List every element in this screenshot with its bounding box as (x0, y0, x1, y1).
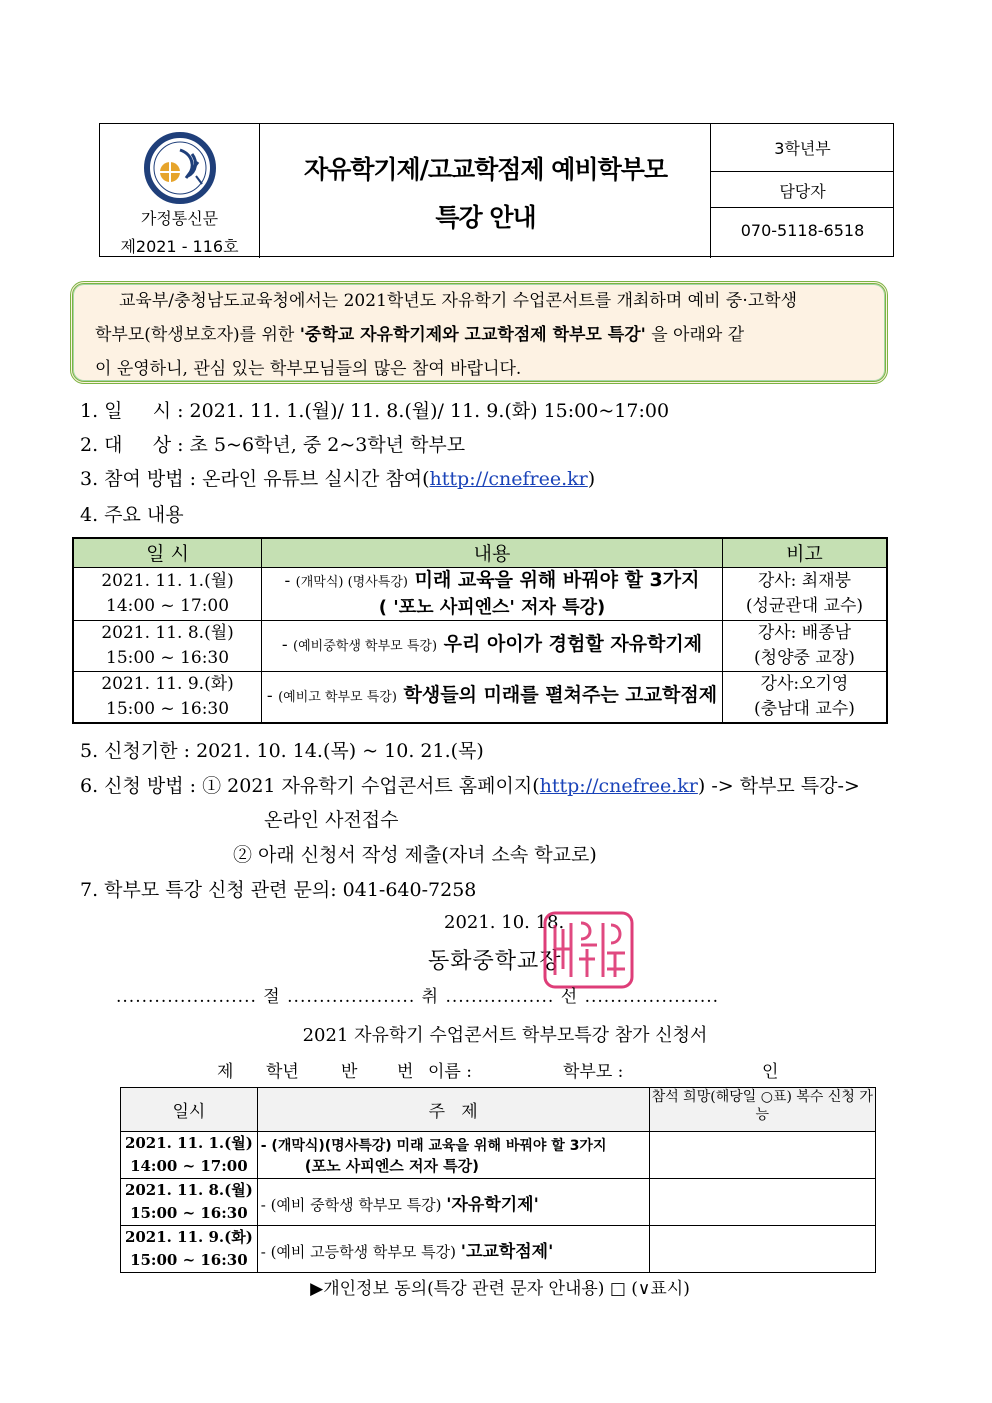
dots: ................. (445, 987, 555, 1007)
table-header-row (121, 1088, 876, 1132)
row-date (73, 671, 262, 723)
item-apply-online: 온라인 사전접수 (264, 809, 399, 831)
attend-checkbox-cell[interactable] (649, 1179, 875, 1226)
table-row (121, 1132, 876, 1179)
lecturer: 강사: 배종남 (757, 622, 852, 643)
consent-checkbox[interactable]: ▶개인정보 동의(특강 관련 문자 안내용) □ (∨표시) (310, 1279, 690, 1299)
time-text: 15:00 ~ 16:30 (130, 1204, 248, 1222)
time-text: 15:00 ~ 16:30 (130, 1251, 248, 1269)
time-text: 15:00 ~ 16:30 (106, 647, 230, 668)
lecturer-affiliation: (성균관대 교수) (745, 595, 864, 616)
field-grade: 학년 (266, 1062, 299, 1082)
dash: - (266, 686, 279, 706)
form-fields (0, 1057, 992, 1081)
date-text: 2021. 11. 1.(월) (124, 1134, 253, 1152)
table-row (73, 671, 887, 723)
schedule-table (72, 537, 888, 724)
topic-sub: (포노 사피엔스 저자 특강) (304, 1156, 480, 1175)
row-date (121, 1226, 258, 1273)
topic-text: - (예비 고등학생 학부모 특강) (260, 1242, 461, 1261)
table-row (73, 620, 887, 671)
col-content: 내용 (262, 538, 723, 567)
row-content (262, 567, 723, 620)
item-schedule: 1. 일 시 : 2021. 11. 1.(월)/ 11. 8.(월)/ 11. 9.(화) 15:00~17:00 (80, 400, 670, 422)
divider (711, 171, 894, 172)
cnefree-link[interactable]: http://cnefree.kr (539, 775, 698, 797)
col-topic: 주 제 (257, 1088, 649, 1132)
content-line (262, 568, 722, 595)
field-class: 반 (341, 1062, 358, 1082)
row-note (722, 671, 887, 723)
content-sub: ( '포노 사피엔스' 저자 특강) (378, 596, 606, 618)
principal-seal (541, 909, 636, 991)
page-title-line1: 자유학기제/고교학점제 예비학부모 (303, 155, 668, 184)
intro-highlight: '중학교 자유학기제와 고교학점제 학부모 특강' (299, 325, 646, 345)
intro-line-2 (95, 318, 875, 352)
lecturer-affiliation: (청양중 교장) (754, 647, 855, 668)
lecturer-affiliation: (충남대 교수) (754, 698, 855, 719)
dots: ...................... (116, 987, 257, 1007)
topic-highlight: '고교학점제' (460, 1241, 554, 1262)
item-apply-method (80, 771, 860, 798)
date-text: 2021. 11. 9.(화) (124, 1228, 253, 1246)
lecturer: 강사: 최재붕 (757, 570, 852, 591)
item-content-heading: 4. 주요 내용 (80, 504, 184, 526)
topic-text: - (개막식)(명사특강) 미래 교육을 위해 바꿔야 할 3가지 (260, 1137, 607, 1154)
row-date (121, 1132, 258, 1179)
intro-text: 교육부/충청남도교육청에서는 2021학년도 자유학기 수업콘서트를 개최하며 예비 중·고학생 (119, 291, 798, 311)
form-title: 2021 자유학기 수업콘서트 학부모특강 참가 신청서 (302, 1025, 708, 1046)
issue-number: 제2021 - 116호 (120, 237, 239, 256)
field-number: 번 (397, 1062, 414, 1082)
row-date (73, 620, 262, 671)
dept-label: 3학년부 (774, 139, 831, 158)
item-apply-paper: ② 아래 신청서 작성 제출(자녀 소속 학교로) (233, 844, 597, 866)
date-text: 2021. 11. 8.(월) (124, 1181, 253, 1199)
page-title-line2: 특강 안내 (435, 203, 536, 232)
content-title: 우리 아이가 경험할 자유학기제 (437, 633, 703, 655)
field-seal: 인 (762, 1062, 779, 1082)
principal-name: 동화중학교장 (428, 949, 562, 974)
intro-text: 이 운영하니, 관심 있는 학부모님들의 많은 참여 바랍니다. (95, 359, 522, 379)
row-date (73, 567, 262, 620)
content-tag: (개막식) (명사특강) (295, 574, 408, 590)
intro-text: 을 아래와 같 (645, 325, 745, 345)
issue-date: 2021. 10. 18. (444, 912, 565, 933)
item-inquiry: 7. 학부모 특강 신청 관련 문의: 041-640-7258 (80, 879, 477, 901)
row-topic (257, 1226, 649, 1273)
cut-word: 선 (560, 987, 579, 1007)
item-target: 2. 대 상 : 초 5~6학년, 중 2~3학년 학부모 (80, 434, 466, 456)
intro-box (70, 281, 888, 384)
header-table (99, 123, 894, 257)
topic-highlight: '자유학기제' (446, 1194, 539, 1215)
table-header-row (73, 538, 887, 567)
content-title: 학생들의 미래를 펼쳐주는 고교학점제 (396, 684, 718, 706)
attend-checkbox-cell[interactable] (649, 1132, 875, 1179)
row-note (722, 567, 887, 620)
time-text: 14:00 ~ 17:00 (130, 1157, 248, 1175)
col-date: 일시 (121, 1088, 258, 1132)
date-text: 2021. 11. 8.(월) (101, 622, 234, 643)
cut-word: 절 (263, 987, 281, 1007)
apply-text: 6. 신청 방법 : ① 2021 자유학기 수업콘서트 홈페이지( (80, 775, 540, 797)
row-topic (257, 1179, 649, 1226)
intro-text: 학부모(학생보호자)를 위한 (95, 325, 300, 345)
table-row (121, 1226, 876, 1273)
cut-word: 취 (421, 987, 440, 1007)
attend-checkbox-cell[interactable] (649, 1226, 875, 1273)
cnefree-link[interactable]: http://cnefree.kr (429, 468, 588, 490)
intro-line-3 (95, 352, 875, 386)
time-text: 14:00 ~ 17:00 (106, 595, 230, 616)
time-text: 15:00 ~ 16:30 (106, 698, 230, 719)
apply-text: ) -> 학부모 특강-> (697, 775, 860, 797)
application-table (120, 1087, 876, 1273)
contact-phone: 070-5118-6518 (740, 221, 865, 240)
divider (711, 207, 894, 208)
content-title: 미래 교육을 위해 바꿔야 할 3가지 (407, 568, 700, 591)
row-note (722, 620, 887, 671)
row-content (262, 620, 723, 671)
item-method-text: 3. 참여 방법 : 온라인 유튜브 실시간 참여( (80, 468, 430, 490)
content-tag: (예비고 학부모 특강) (278, 690, 397, 705)
contact-label: 담당자 (779, 182, 826, 201)
item-method (80, 464, 595, 491)
content-tag: (예비중학생 학부모 특강) (293, 639, 438, 654)
school-logo (140, 132, 220, 204)
col-note: 비고 (722, 538, 887, 567)
field-grade-prefix: 제 (217, 1062, 234, 1082)
table-row (73, 567, 887, 620)
col-date: 일 시 (73, 538, 262, 567)
dash: - (281, 635, 294, 655)
date-text: 2021. 11. 9.(화) (101, 673, 234, 694)
date-text: 2021. 11. 1.(월) (101, 570, 234, 591)
field-name: 이름 : (428, 1062, 472, 1082)
field-parent: 학부모 : (563, 1062, 624, 1082)
cut-line (116, 982, 719, 1007)
newsletter-label: 가정통신문 (140, 209, 219, 228)
row-content (262, 671, 723, 723)
dash: - (284, 570, 296, 591)
lecturer: 강사:오기영 (760, 673, 849, 694)
logo-cell (100, 124, 260, 258)
item-deadline: 5. 신청기한 : 2021. 10. 14.(목) ~ 10. 21.(목) (80, 740, 484, 762)
topic-text: - (예비 중학생 학부모 특강) (260, 1195, 447, 1214)
item-method-text: ) (587, 468, 596, 490)
row-date (121, 1179, 258, 1226)
dots: .................... (287, 987, 416, 1007)
contact-cell (711, 124, 894, 258)
col-attend: 참석 희망(해당일 ○표) 복수 신청 가능 (649, 1088, 875, 1132)
title-cell (260, 124, 711, 258)
intro-line-1 (95, 284, 875, 318)
table-row (121, 1179, 876, 1226)
dots: ..................... (584, 987, 720, 1007)
row-topic (257, 1132, 649, 1179)
